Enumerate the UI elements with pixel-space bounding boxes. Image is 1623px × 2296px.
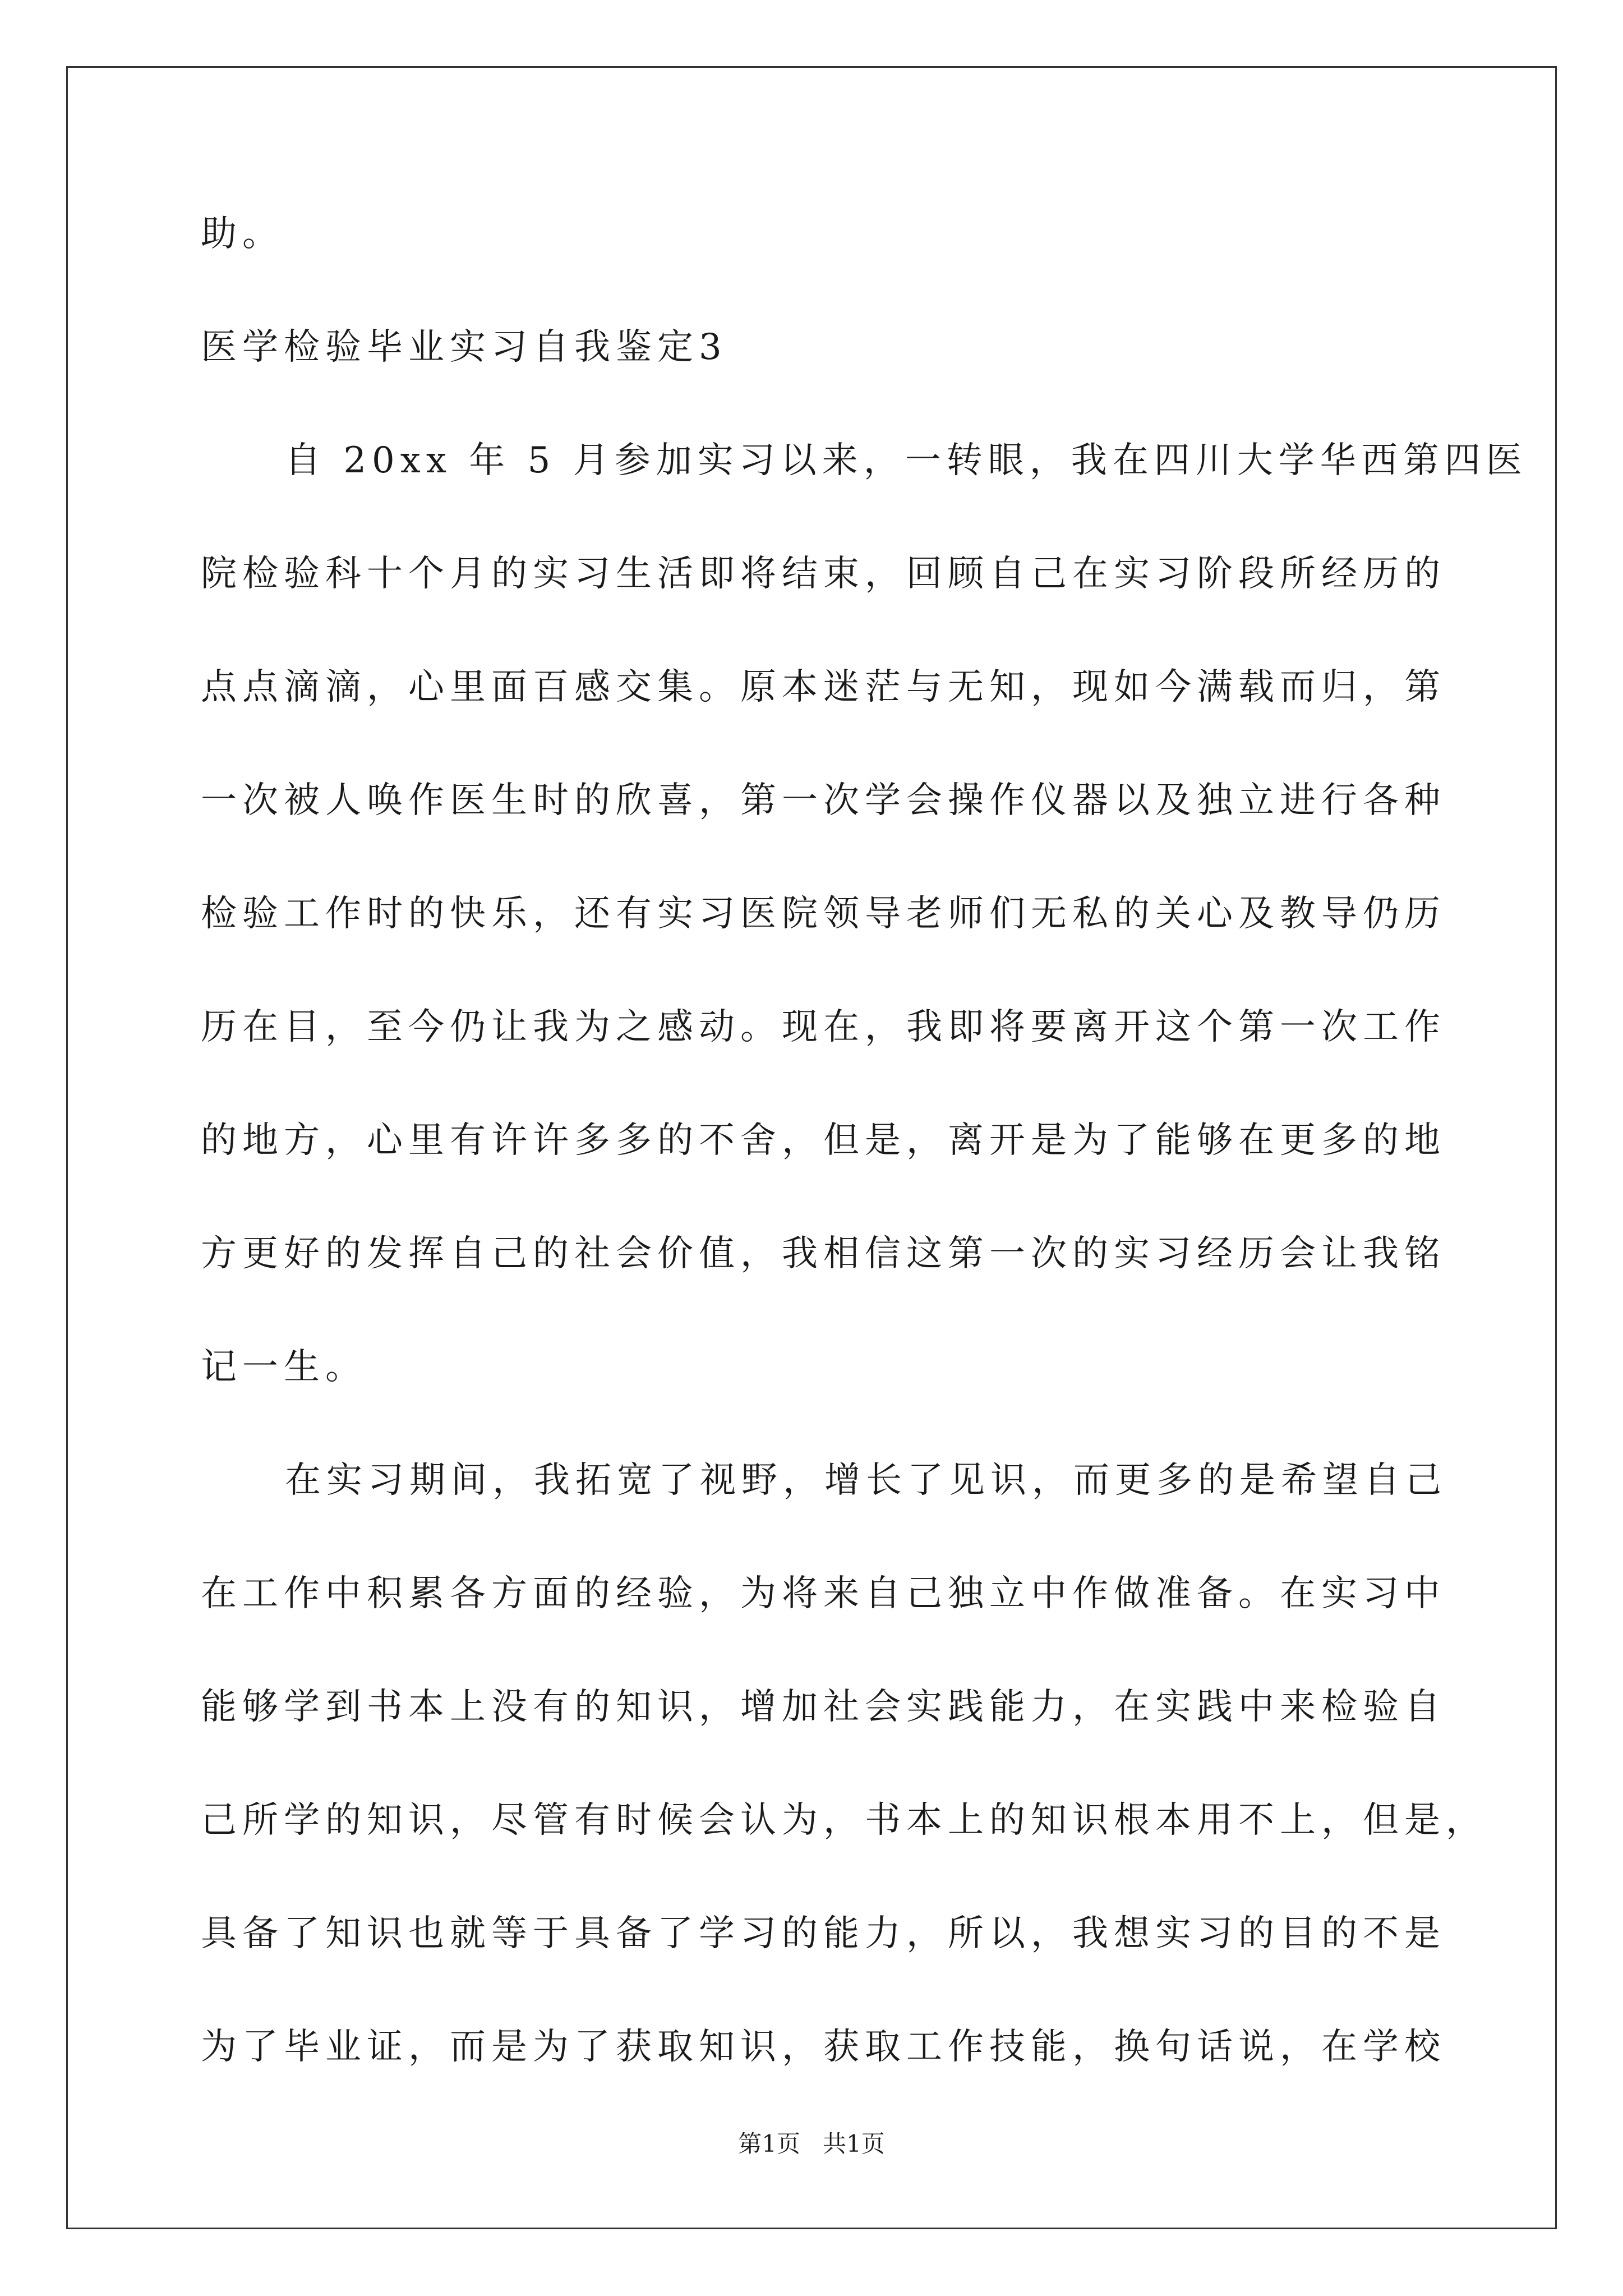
text-line: 在工作中积累各方面的经验，为将来自己独立中作做准备。在实习中 (201, 1573, 1446, 1614)
text-line: 院检验科十个月的实习生活即将结束，回顾自己在实习阶段所经历的 (201, 553, 1446, 595)
text-line: 一次被人唤作医生时的欣喜，第一次学会操作仪器以及独立进行各种 (201, 780, 1446, 821)
text-line: 记一生。 (201, 1346, 367, 1388)
document-body (201, 213, 1528, 2142)
text-line: 的地方，心里有许许多多的不舍，但是，离开是为了能够在更多的地 (201, 1120, 1446, 1161)
text-line: 己所学的知识，尽管有时候会认为，书本上的知识根本用不上，但是， (201, 1800, 1487, 1841)
text-line: 检验工作时的快乐，还有实习医院领导老师们无私的关心及教导仍历 (201, 893, 1446, 935)
text-line: 在实习期间，我拓宽了视野，增长了见识，而更多的是希望自己 (285, 1460, 1447, 1501)
text-line: 能够学到书本上没有的知识，增加社会实践能力，在实践中来检验自 (201, 1686, 1446, 1728)
text-line: 助。 (201, 213, 284, 255)
section-title: 医学检验毕业实习自我鉴定3 (201, 326, 727, 368)
text-line: 方更好的发挥自己的社会价值，我相信这第一次的实习经历会让我铭 (201, 1233, 1446, 1274)
text-line: 自 20xx 年 5 月参加实习以来，一转眼，我在四川大学华西第四医 (285, 440, 1528, 481)
page-number-footer: 第1页 共1页 (738, 2130, 885, 2157)
text-line: 具备了知识也就等于具备了学习的能力，所以，我想实习的目的不是 (201, 1913, 1446, 1954)
text-line: 历在目，至今仍让我为之感动。现在，我即将要离开这个第一次工作 (201, 1006, 1446, 1048)
text-line: 为了毕业证，而是为了获取知识，获取工作技能，换句话说，在学校 (201, 2026, 1446, 2068)
text-line: 点点滴滴，心里面百感交集。原本迷茫与无知，现如今满载而归，第 (201, 666, 1446, 708)
